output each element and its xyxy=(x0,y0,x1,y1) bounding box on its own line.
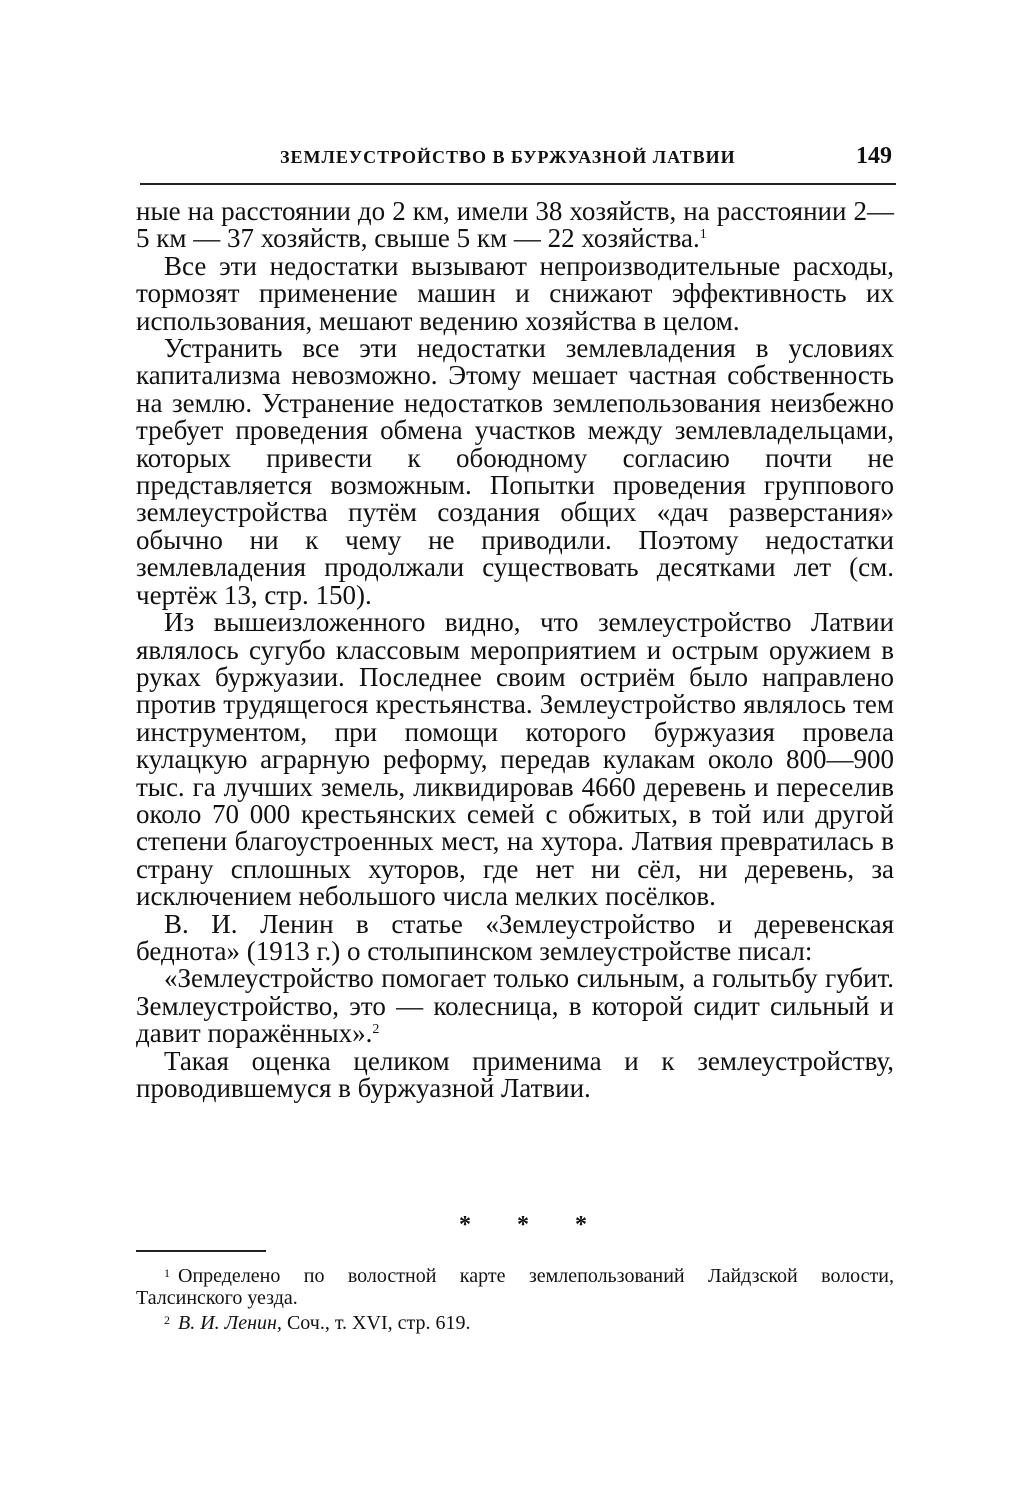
paragraph: Устранить все эти недостатки землевладения в условиях капитализма невозможно. Этому мешает частная собственность на землю. Устранение недостатков землепользования неизбежно требует проведения обмена участков между землевладельцами, которых привести к обоюдному согласию почти не представляется возможным. Попытки проведения группового землеустройства путём создания общих «дач разверстания» обычно ни к чему не приводили. Поэтому недостатки землевладения продолжали существовать десятками лет (см. чертёж 13, стр. 150). xyxy=(136,333,894,610)
running-title: ЗЕМЛЕУСТРОЙСТВО В БУРЖУАЗНОЙ ЛАТВИИ xyxy=(280,147,736,167)
footnote: $^2$ В. И. Ленин, Соч., т. XVI, стр. 619. xyxy=(164,1312,471,1334)
paragraph: Из вышеизложенного видно, что землеустройство Латвии являлось сугубо классовым мероприятием и острым оружием в руках буржуазии. Последнее своим остриём было направлено против трудящегося крестьянства. Землеустройство являлось тем инструментом, при помощи которого буржуазия провела кулацкую аграрную реформу, передав кулакам около 800—900 тыс. га лучших земель, ликвидировав 4660 деревень и переселив около 70 000 крестьянских семей с обжитых, в той или другой степени благоустроенных мест, на хутора. Латвия превратилась в страну сплошных хуторов, где нет ни сёл, ни деревень, за исключением небольшого числа мелких посёлков. xyxy=(136,607,894,912)
footnote: $^1$ Определено по волостной карте землепользований Лайдзской волости, Талсинского уезда. xyxy=(136,1265,894,1309)
body-text xyxy=(136,198,894,1102)
section-separator: * * * xyxy=(459,1212,607,1238)
quote-paragraph: «Землеустройство помогает только сильным, а голытьбу губит. Землеустройство, это — колесница, в которой сидит сильный и давит поражённых».$^2$ xyxy=(136,963,894,1049)
footnote-rule xyxy=(136,1250,266,1252)
footnote-ref: 1 xyxy=(699,227,707,243)
footnote-author: В. И. Ленин, xyxy=(178,1312,282,1334)
footnote-mark: 1 xyxy=(164,1266,170,1280)
footnote-ref: 2 xyxy=(372,1022,380,1038)
page-number: 149 xyxy=(856,143,892,169)
paragraph: Все эти недостатки вызывают непроизводительные расходы, тормозят применение машин и снижают эффективность их использования, мешают ведению хозяйства в целом. xyxy=(136,250,894,336)
paragraph: ные на расстоянии до 2 км, имели 38 хозяйств, на расстоянии 2—5 км — 37 хозяйств, свыше 5 км — 22 хозяйства.$^1$ xyxy=(136,196,894,254)
paragraph: Такая оценка целиком применима и к землеустройству, проводившемуся в буржуазной Латвии. xyxy=(136,1045,894,1103)
footnote-mark: 2 xyxy=(164,1313,170,1327)
footnotes xyxy=(136,1262,894,1334)
paragraph: В. И. Ленин в статье «Землеустройство и деревенская беднота» (1913 г.) о столыпинском землеустройстве писал: xyxy=(136,908,894,966)
running-head xyxy=(140,143,896,185)
